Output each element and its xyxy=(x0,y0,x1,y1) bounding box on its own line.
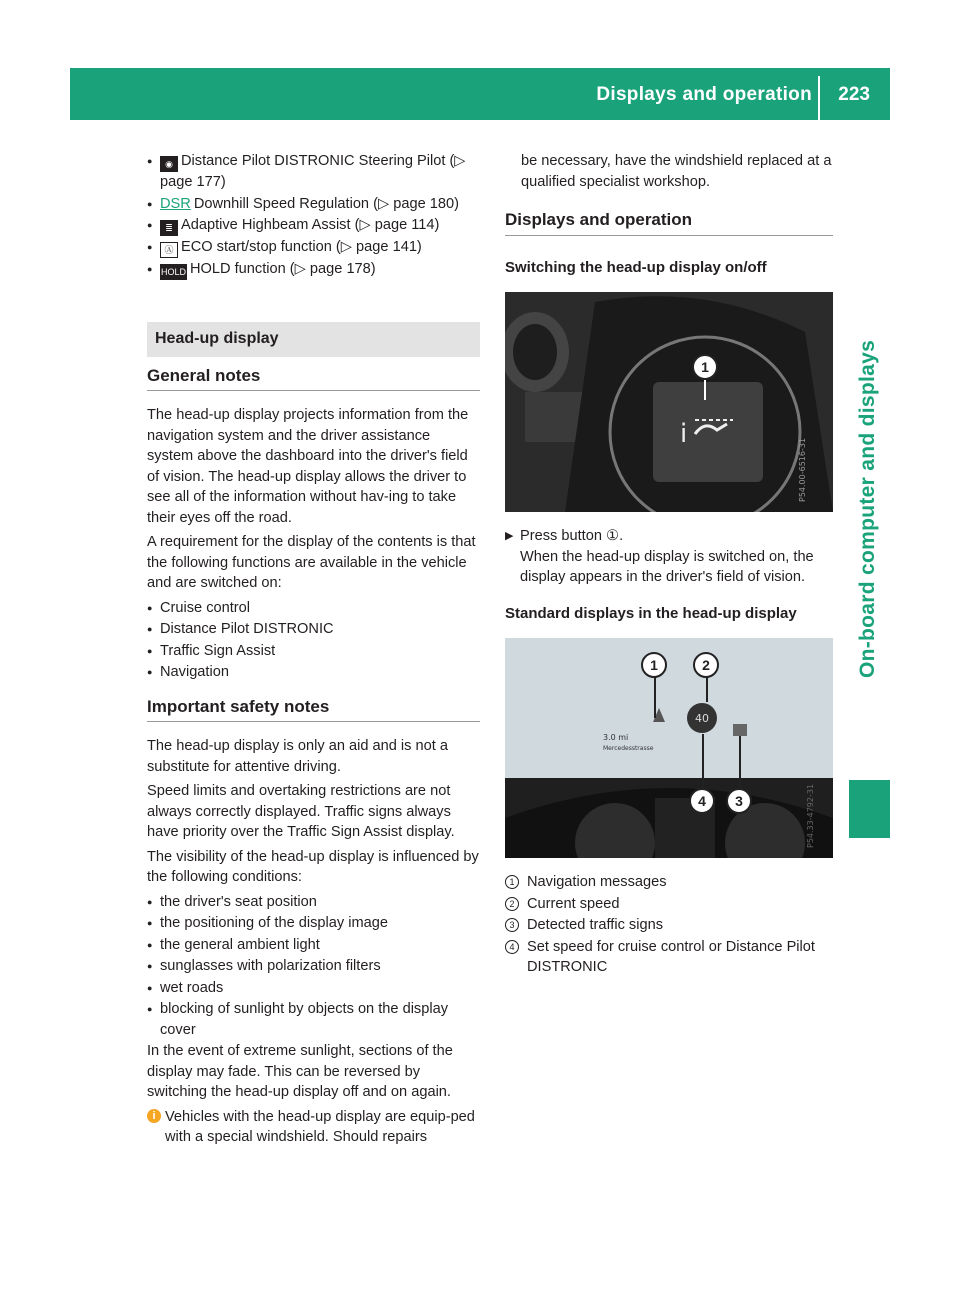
list-item: ● the positioning of the display image xyxy=(147,915,388,931)
right-column xyxy=(505,151,833,979)
paragraph: be necessary, have the windshield replaced at a qualified specialist workshop. xyxy=(521,153,832,190)
list-item: ● Traffic Sign Assist xyxy=(147,642,276,659)
svg-text:P54.00-6516-31: P54.00-6516-31 xyxy=(798,437,807,502)
dsr-icon: DSR xyxy=(160,195,191,212)
svg-text:3.0 mi: 3.0 mi xyxy=(603,733,629,742)
paragraph: A requirement for the display of the contents is that the following functions are available in the vehicle and are switched on: xyxy=(147,534,476,591)
hud-illustration xyxy=(505,638,833,858)
displays-heading: Displays and operation xyxy=(505,210,833,236)
eco-icon: Ⓐ xyxy=(160,242,178,258)
callout-4: 4 xyxy=(689,788,715,814)
header-title: Displays and operation xyxy=(596,84,812,105)
svg-text:i: i xyxy=(680,419,688,449)
steering-pilot-icon: ◉ xyxy=(160,156,178,172)
paragraph: The head-up display is only an aid and is not a substitute for attentive driving. xyxy=(147,738,448,775)
list-item: ● sunglasses with polarization filters xyxy=(147,958,381,974)
step-instruction: ▶ Press button ①. xyxy=(505,528,624,544)
list-item: ● ◉ Distance Pilot DISTRONIC Steering Pilot (▷ page 177) xyxy=(147,153,466,190)
hud-photo xyxy=(505,638,833,858)
callout-1: 1 xyxy=(641,652,667,678)
paragraph: Speed limits and overtaking restrictions are not always correctly displayed. Traffic signs always have priority over the Traffic Sign Assist display. xyxy=(147,783,455,840)
legend-item: 2 Current speed xyxy=(505,894,833,915)
page-header xyxy=(70,68,890,120)
header-divider xyxy=(818,76,820,120)
list-item: ● wet roads xyxy=(147,979,224,996)
switching-heading: Switching the head-up display on/off xyxy=(505,258,767,276)
list-item: ● Ⓐ ECO start/stop function (▷ page 141) xyxy=(147,237,480,258)
callout-1: 1 xyxy=(692,354,718,380)
list-item: ● HOLD HOLD function (▷ page 178) xyxy=(147,259,480,280)
general-notes-heading: General notes xyxy=(147,366,480,392)
list-item: ● ≣ Adaptive Highbeam Assist (▷ page 114) xyxy=(147,215,480,236)
paragraph: When the head-up display is switched on, the display appears in the driver's field of vision. xyxy=(520,548,814,585)
list-item: ● Navigation xyxy=(147,664,229,680)
page-number: 223 xyxy=(838,84,870,105)
svg-text:Mercedesstrasse: Mercedesstrasse xyxy=(603,745,654,752)
list-item: ● the general ambient light xyxy=(147,936,320,953)
svg-text:P54.33-4792-31: P54.33-4792-31 xyxy=(806,783,815,848)
side-tab xyxy=(849,120,890,692)
standard-displays-heading: Standard displays in the head-up display xyxy=(505,604,797,622)
section-title: Head-up display xyxy=(147,322,480,357)
highbeam-icon: ≣ xyxy=(160,220,178,236)
list-item: ● Cruise control xyxy=(147,599,251,616)
list-item: ● DSR Downhill Speed Regulation (▷ page 180) xyxy=(147,195,459,212)
svg-text:40: 40 xyxy=(695,712,709,725)
list-item: ● the driver's seat position xyxy=(147,893,317,910)
legend-item: 1 Navigation messages xyxy=(505,872,833,893)
info-note: i Vehicles with the head-up display are equip-ped with a special windshield. Should repairs xyxy=(147,1107,480,1148)
left-column xyxy=(147,151,480,1148)
paragraph: In the event of extreme sunlight, sections of the display may fade. This can be reversed by switching the head-up display off and on again. xyxy=(147,1043,453,1100)
info-icon: i xyxy=(147,1109,161,1123)
side-marker xyxy=(849,780,890,838)
hold-icon: HOLD xyxy=(160,264,187,280)
legend-item: 3 Detected traffic signs xyxy=(505,915,833,936)
steering-wheel-illustration xyxy=(505,292,833,512)
safety-notes-heading: Important safety notes xyxy=(147,697,480,723)
callout-3: 3 xyxy=(726,788,752,814)
callout-2: 2 xyxy=(693,652,719,678)
paragraph: The visibility of the head-up display is influenced by the following conditions: xyxy=(147,848,479,885)
list-item: ● Distance Pilot DISTRONIC xyxy=(147,621,334,637)
side-tab-label: On-board computer and displays xyxy=(856,339,879,678)
paragraph: The head-up display projects information from the navigation system and the driver assistance system above the dashboard into the driver's field of vision. The head-up display allows the driver to see all of the information without hav-ing to take their eyes off the road. xyxy=(147,407,469,526)
steering-wheel-photo xyxy=(505,292,833,512)
legend-item: 4 Set speed for cruise control or Distance Pilot DISTRONIC xyxy=(505,937,833,978)
list-item: ● blocking of sunlight by objects on the display cover xyxy=(147,1001,448,1038)
